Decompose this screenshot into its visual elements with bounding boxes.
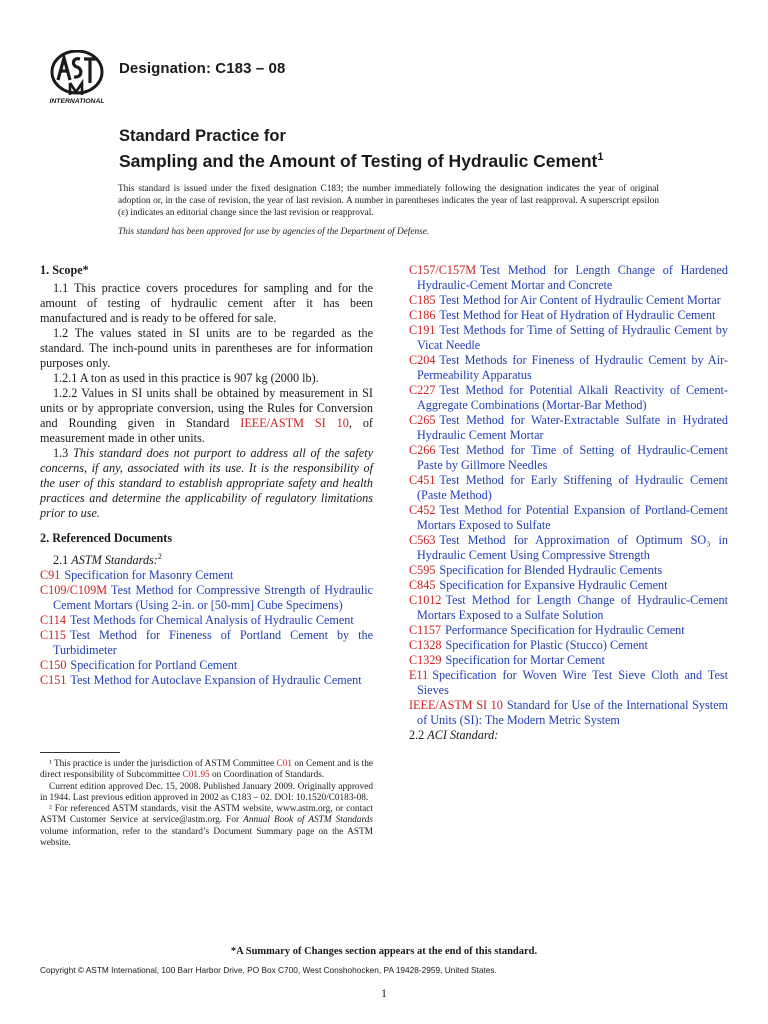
reference-code-link[interactable]: C186 bbox=[409, 308, 436, 322]
reference-title-link[interactable]: Test Methods for Fineness of Hydraulic Cement by Air-Permeability Apparatus bbox=[417, 353, 728, 382]
subsection-2-1-title: ASTM Standards: bbox=[71, 553, 158, 568]
subsection-2-1 bbox=[40, 549, 373, 568]
designation-notice: This standard is issued under the fixed designation C183; the number immediately following the designation indicates the year of original adoption or, in the case of revision, the year of last revision. A number in parentheses indicates the year of last reapproval. A superscript epsilon (ε) indicates an editorial change since the last revision or reapproval. bbox=[118, 184, 659, 219]
reference-item bbox=[409, 383, 728, 413]
title-line-1: Standard Practice for bbox=[119, 127, 286, 145]
reference-item bbox=[40, 658, 373, 673]
subsection-2-2-number: 2.2 bbox=[409, 728, 428, 742]
reference-title-link[interactable]: Test Method for Potential Alkali Reactivity of Cement-Aggregate Combinations (Mortar-Bar Method) bbox=[417, 383, 728, 412]
dod-approval-note: This standard has been approved for use by agencies of the Department of Defense. bbox=[118, 227, 430, 237]
footnotes bbox=[40, 759, 373, 849]
reference-title-link[interactable]: Test Method for Length Change of Hydraulic-Cement Mortars Exposed to a Sulfate Solution bbox=[417, 593, 728, 622]
subsection-2-2-title: ACI Standard: bbox=[427, 728, 499, 742]
reference-code-link[interactable]: C157/C157M bbox=[409, 263, 477, 277]
c01-link[interactable]: C01 bbox=[276, 759, 293, 769]
left-column bbox=[40, 263, 373, 688]
section-2-heading: 2. Referenced Documents bbox=[40, 531, 173, 545]
reference-code-link[interactable]: C265 bbox=[409, 413, 436, 427]
reference-code-link[interactable]: C1157 bbox=[409, 623, 442, 637]
footnote-1-text-c: on Coordination of Standards. bbox=[209, 770, 325, 781]
reference-code-link[interactable]: C185 bbox=[409, 293, 436, 307]
reference-title-link[interactable]: Test Method for Heat of Hydration of Hydraulic Cement bbox=[439, 308, 716, 322]
reference-title-link[interactable]: Test Method for Air Content of Hydraulic Cement Mortar bbox=[439, 293, 721, 307]
reference-title-link[interactable]: Specification for Blended Hydraulic Cements bbox=[439, 563, 663, 577]
right-reference-list bbox=[409, 263, 728, 728]
para-1-2: 1.2 The values stated in SI units are to be regarded as the standard. The inch-pound units in parentheses are for information purposes only. bbox=[40, 326, 373, 370]
designation: Designation: C183 – 08 bbox=[119, 60, 286, 77]
page-number: 1 bbox=[381, 986, 387, 1000]
reference-title-link[interactable]: Specification for Plastic (Stucco) Cement bbox=[445, 638, 648, 652]
reference-title-link[interactable]: Test Method for Fineness of Portland Cement by the Turbidimeter bbox=[53, 628, 373, 658]
title-block bbox=[119, 127, 719, 172]
para-1-3-number: 1.3 bbox=[53, 446, 74, 460]
reference-item bbox=[40, 583, 373, 613]
para-1-2-2 bbox=[40, 386, 373, 446]
para-1-3-text: This standard does not purport to address all of the safety concerns, if any, associated with its use. It is the responsibility of the user of this standard to establish appropriate safety and health practices and determine the applicability of regulatory limitations prior to use. bbox=[40, 446, 373, 520]
reference-title-link[interactable]: Specification for Woven Wire Test Sieve Cloth and Test Sieves bbox=[417, 668, 728, 697]
footnote-1-text-a: ¹ This practice is under the jurisdiction of ASTM Committee bbox=[49, 759, 277, 769]
reference-code-link[interactable]: C227 bbox=[409, 383, 436, 397]
section-1-heading: 1. Scope* bbox=[40, 263, 89, 277]
reference-title-link[interactable]: Test Method for Potential Expansion of Portland-Cement Mortars Exposed to Sulfate bbox=[417, 503, 728, 532]
reference-item bbox=[40, 613, 373, 628]
reference-item bbox=[409, 473, 728, 503]
reference-item bbox=[409, 623, 728, 638]
reference-title-link[interactable]: Test Method for Water-Extractable Sulfate in Hydrated Hydraulic Cement Mortar bbox=[417, 413, 728, 442]
reference-code-link[interactable]: C563 bbox=[409, 533, 436, 547]
reference-item bbox=[40, 628, 373, 658]
footnote-2-text-a: ² For referenced ASTM standards, visit the ASTM website, www.astm.org, or contact ASTM Customer Service at service@astm.org. For bbox=[40, 804, 373, 826]
footnote-1 bbox=[40, 759, 373, 782]
reference-code-link[interactable]: C91 bbox=[40, 568, 61, 583]
c01-95-link[interactable]: C01.95 bbox=[182, 770, 210, 781]
para-1-2-2-text-b: , of measurement made in other units. bbox=[40, 416, 373, 445]
reference-title-link[interactable]: Standard for Use of the International System of Units (SI): The Modern Metric System bbox=[417, 698, 728, 727]
reference-item bbox=[409, 698, 728, 728]
reference-title-link[interactable]: Performance Specification for Hydraulic Cement bbox=[445, 623, 685, 637]
reference-item bbox=[409, 263, 728, 293]
footnote-2-text-b: volume information, refer to the standard’s Document Summary page on the ASTM website. bbox=[40, 826, 373, 849]
reference-item bbox=[409, 323, 728, 353]
reference-code-link[interactable]: C452 bbox=[409, 503, 436, 517]
subsection-2-1-number: 2.1 bbox=[53, 553, 72, 568]
reference-code-link[interactable]: C109/C109M bbox=[40, 583, 108, 598]
reference-code-link[interactable]: C1012 bbox=[409, 593, 442, 607]
reference-item bbox=[409, 353, 728, 383]
subsection-2-1-footnote-mark: 2 bbox=[157, 552, 162, 561]
footnote-2-italic: Annual Book of ASTM Standards bbox=[243, 815, 373, 826]
copyright-line: Copyright © ASTM International, 100 Barr Harbor Drive, PO Box C700, West Conshohocken, PA 19428-2959, United States. bbox=[40, 965, 497, 975]
para-1-1: 1.1 This practice covers procedures for sampling and for the amount of testing of hydraulic cement after it has been manufactured and is ready to be offered for sale. bbox=[40, 281, 373, 325]
reference-code-link[interactable]: C595 bbox=[409, 563, 436, 577]
reference-code-link[interactable]: C1329 bbox=[409, 653, 442, 667]
ieee-si10-link[interactable]: IEEE/ASTM SI 10 bbox=[240, 416, 349, 430]
reference-code-link[interactable]: E11 bbox=[409, 668, 429, 682]
summary-of-changes-note: *A Summary of Changes section appears at the end of this standard. bbox=[230, 946, 538, 957]
title-footnote-mark: 1 bbox=[597, 151, 604, 163]
logo-label: INTERNATIONAL bbox=[49, 98, 105, 105]
right-column bbox=[409, 263, 728, 743]
reference-title-link[interactable]: Specification for Portland Cement bbox=[70, 658, 238, 673]
reference-title-link[interactable]: Specification for Masonry Cement bbox=[64, 568, 234, 583]
reference-title-link[interactable]: Specification for Mortar Cement bbox=[445, 653, 605, 667]
reference-title-link[interactable]: Test Method for Early Stiffening of Hydraulic Cement (Paste Method) bbox=[417, 473, 728, 502]
reference-title-link[interactable]: Test Method for Approximation of Optimum SO₃ in Hydraulic Cement Using Compressive Strength bbox=[417, 533, 728, 562]
title-line-2 bbox=[119, 146, 719, 172]
footnote-rule bbox=[40, 752, 120, 753]
reference-code-link[interactable]: C845 bbox=[409, 578, 436, 592]
reference-code-link[interactable]: C266 bbox=[409, 443, 436, 457]
para-1-2-1: 1.2.1 A ton as used in this practice is 907 kg (2000 lb). bbox=[53, 371, 319, 385]
reference-item bbox=[409, 638, 728, 653]
reference-item bbox=[40, 673, 373, 688]
subsection-2-2 bbox=[409, 728, 728, 743]
para-1-3 bbox=[40, 446, 373, 521]
reference-title-link[interactable]: Test Method for Time of Setting of Hydraulic-Cement Paste by Gillmore Needles bbox=[417, 443, 728, 472]
reference-item bbox=[409, 563, 728, 578]
left-reference-list bbox=[40, 568, 373, 688]
reference-code-link[interactable]: IEEE/ASTM SI 10 bbox=[409, 698, 503, 712]
reference-item bbox=[409, 443, 728, 473]
reference-item bbox=[40, 568, 373, 583]
reference-item bbox=[409, 533, 728, 563]
reference-item bbox=[409, 578, 728, 593]
reference-code-link[interactable]: C191 bbox=[409, 323, 436, 337]
reference-code-link[interactable]: C150 bbox=[40, 658, 67, 673]
reference-item bbox=[409, 653, 728, 668]
reference-item bbox=[409, 413, 728, 443]
para-1-2-2-text-a: 1.2.2 Values in SI units shall be obtained by measurement in SI units or by appropriate conversion, using the Rules for Conversion and Rounding given in Standard bbox=[40, 386, 373, 430]
footnote-2 bbox=[40, 804, 373, 849]
footnote-1-edition: Current edition approved Dec. 15, 2008. Published January 2009. Originally approved in 1944. Last previous edition approved in 2002 as C183 – 02. DOI: 10.1520/C0183-08. bbox=[40, 781, 373, 803]
reference-item bbox=[409, 668, 728, 698]
reference-code-link[interactable]: C1328 bbox=[409, 638, 442, 652]
reference-title-link[interactable]: Test Methods for Chemical Analysis of Hydraulic Cement bbox=[69, 613, 354, 628]
reference-item bbox=[409, 593, 728, 623]
footnote-1-text-b: on Cement and is the direct responsibility of Subcommittee bbox=[40, 759, 373, 781]
reference-title-link[interactable]: Test Method for Length Change of Hardened Hydraulic-Cement Mortar and Concrete bbox=[417, 263, 728, 292]
reference-title-link[interactable]: Test Methods for Time of Setting of Hydraulic Cement by Vicat Needle bbox=[417, 323, 728, 352]
reference-title-link[interactable]: Test Method for Compressive Strength of Hydraulic Cement Mortars (Using 2-in. or [50-mm] Cube Specimens) bbox=[53, 583, 373, 613]
reference-code-link[interactable]: C115 bbox=[40, 628, 66, 643]
reference-code-link[interactable]: C114 bbox=[40, 613, 66, 628]
astm-logo bbox=[44, 50, 110, 108]
reference-code-link[interactable]: C151 bbox=[40, 673, 67, 688]
reference-item bbox=[409, 503, 728, 533]
reference-title-link[interactable]: Specification for Expansive Hydraulic Cement bbox=[439, 578, 668, 592]
title-text: Sampling and the Amount of Testing of Hydraulic Cement bbox=[119, 150, 598, 171]
reference-item bbox=[409, 293, 728, 308]
reference-code-link[interactable]: C451 bbox=[409, 473, 436, 487]
reference-title-link[interactable]: Test Method for Autoclave Expansion of Hydraulic Cement bbox=[70, 673, 362, 688]
reference-code-link[interactable]: C204 bbox=[409, 353, 436, 367]
reference-item bbox=[409, 308, 728, 323]
